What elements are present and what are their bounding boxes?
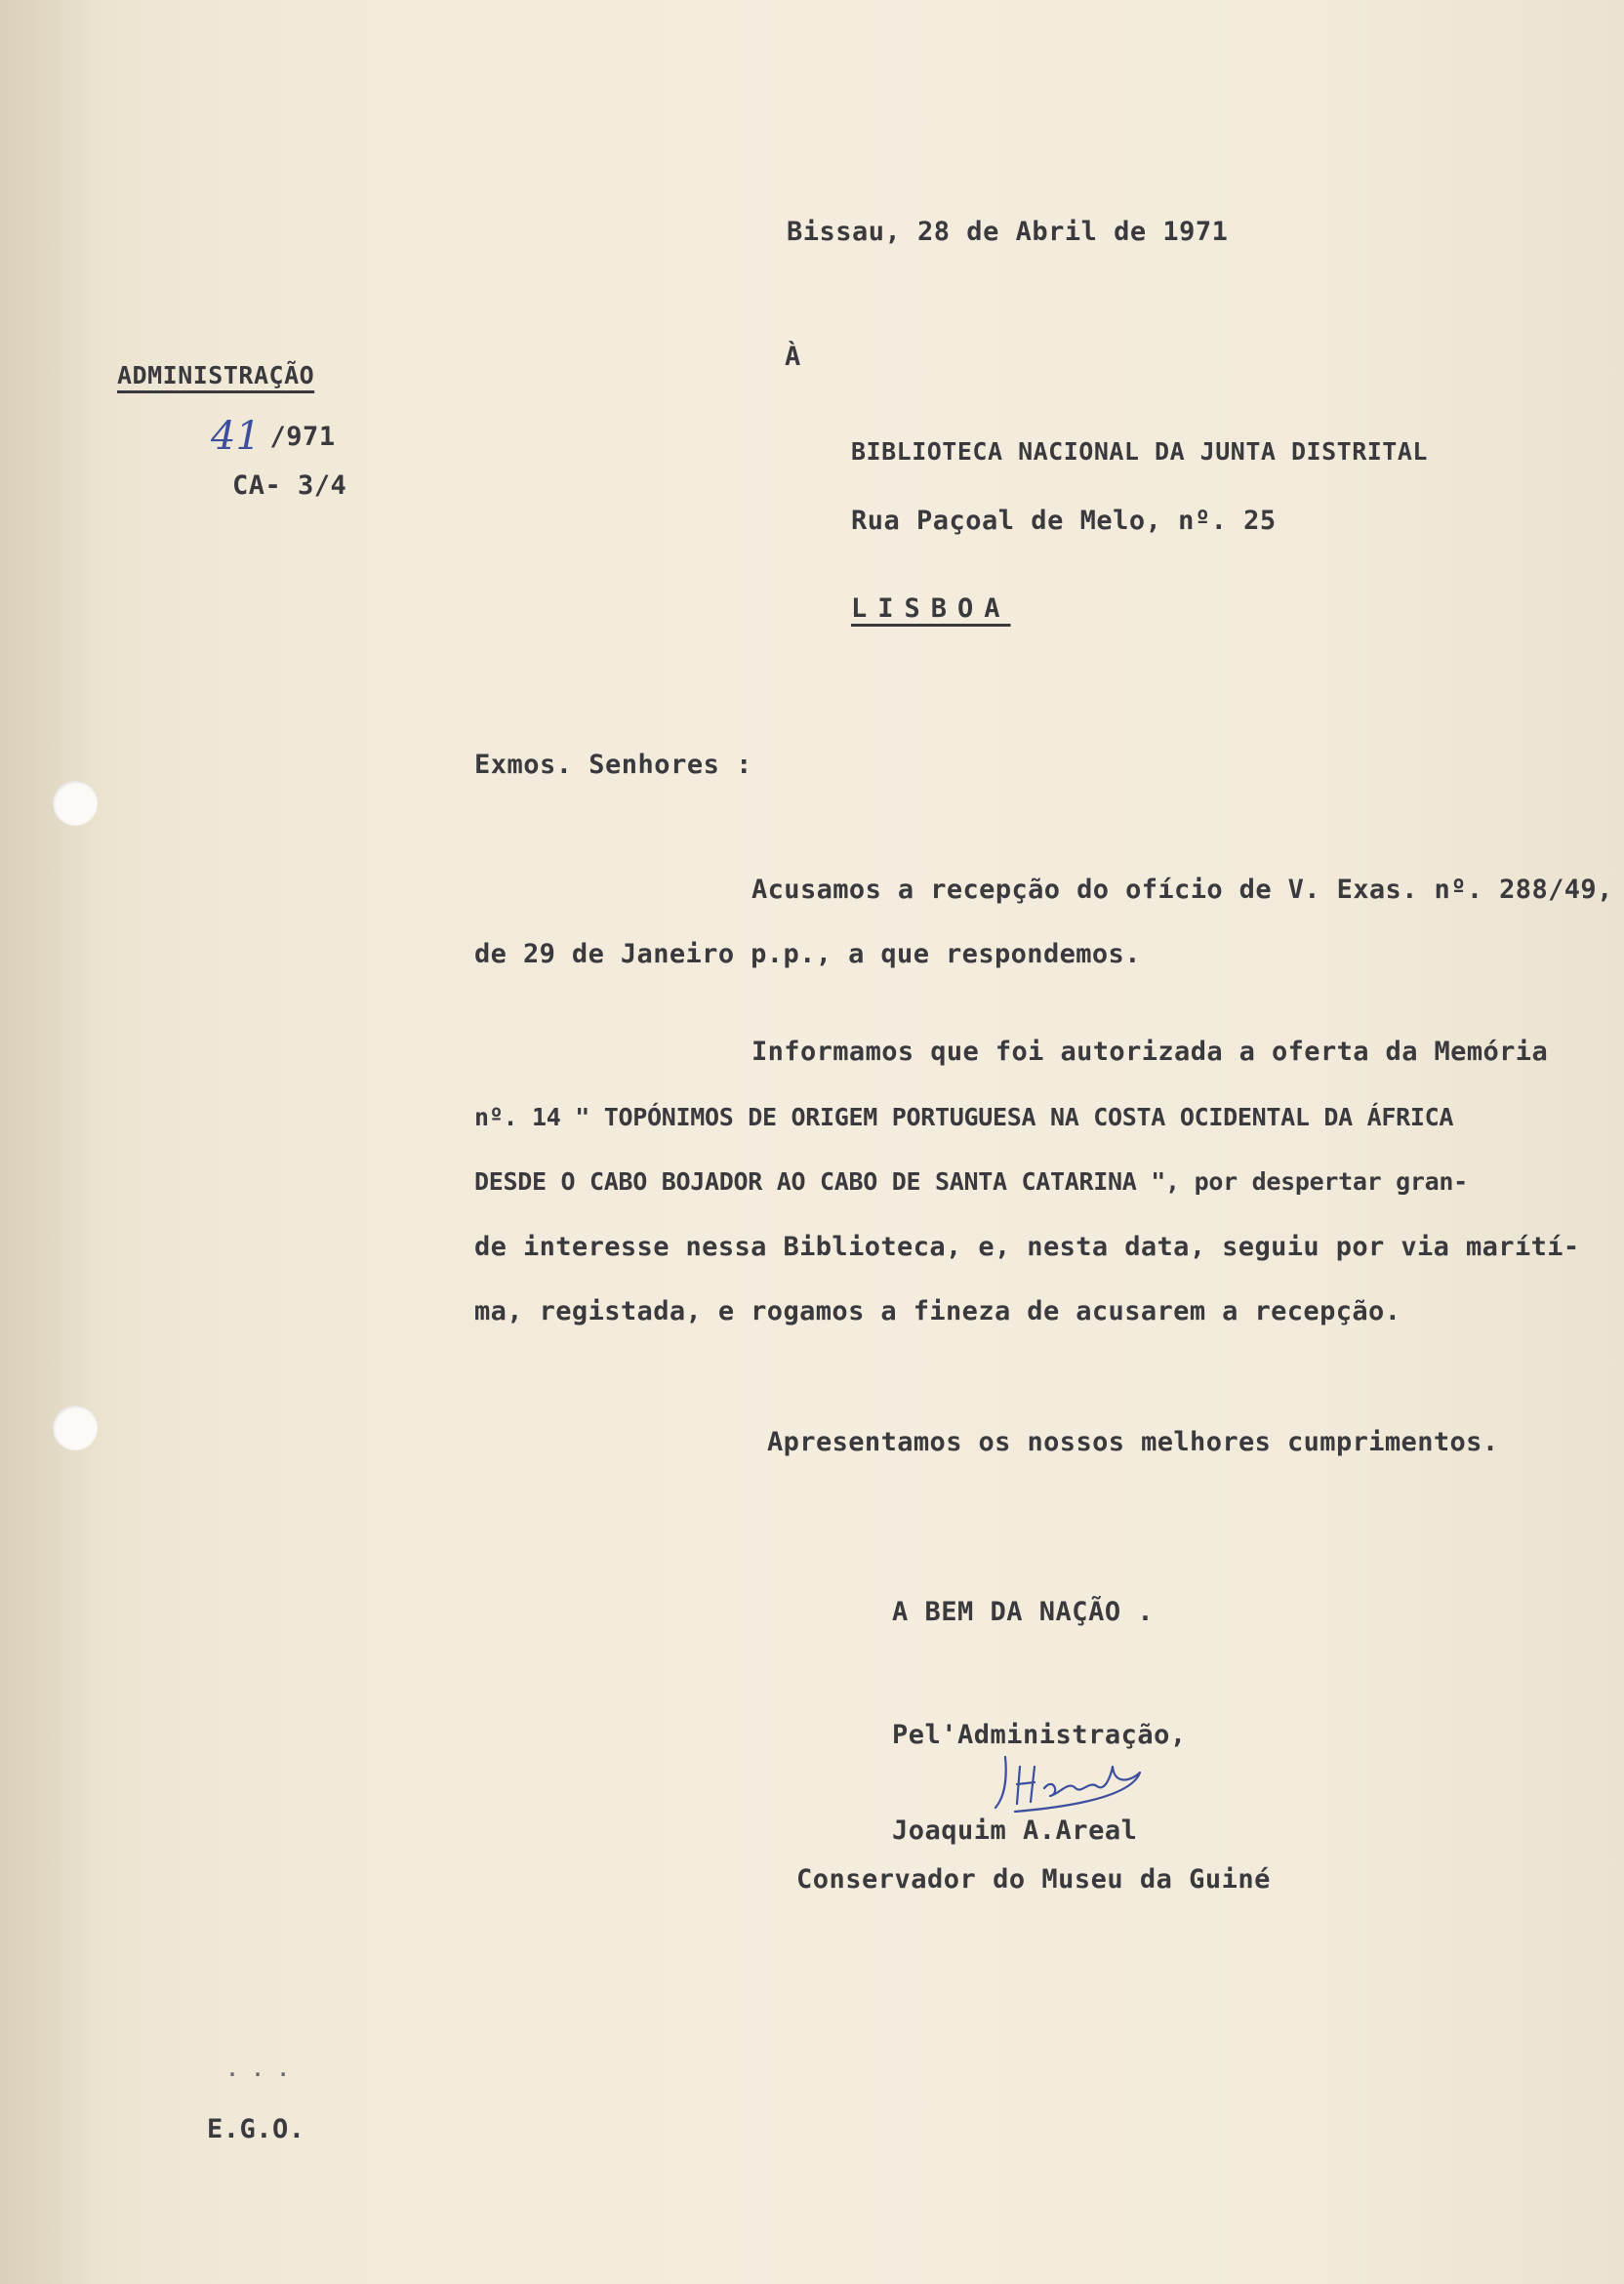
paragraph-1-line-1: Acusamos a recepção do ofício de V. Exas. nº. 288/49,: [751, 875, 1613, 905]
paragraph-3: Apresentamos os nossos melhores cumprimentos.: [767, 1427, 1499, 1457]
ref-handwritten-number: 41: [211, 414, 261, 459]
paragraph-1-line-2: de 29 de Janeiro p.p., a que respondemos.: [474, 939, 1141, 969]
ref-year: /971: [269, 422, 336, 452]
punch-hole-top: [53, 781, 98, 826]
closing-on-behalf: Pel'Administração,: [892, 1720, 1187, 1750]
paragraph-2-line-3: DESDE O CABO BOJADOR AO CABO DE SANTA CATARINA ", por despertar gran-: [474, 1167, 1468, 1196]
footer-dots: ...: [226, 2058, 304, 2081]
signer-title: Conservador do Museu da Guiné: [796, 1864, 1271, 1895]
recipient-name: BIBLIOTECA NACIONAL DA JUNTA DISTRITAL: [851, 437, 1428, 466]
ref-code: CA- 3/4: [232, 470, 347, 501]
paragraph-2-line-1: Informamos que foi autorizada a oferta da Memória: [751, 1037, 1549, 1067]
signer-name: Joaquim A.Areal: [892, 1815, 1138, 1846]
recipient-to: À: [785, 342, 801, 372]
handwritten-signature: [966, 1737, 1161, 1825]
footer-initials: E.G.O.: [207, 2114, 305, 2144]
paper-shadow: [0, 0, 107, 2284]
reference-number: [211, 410, 336, 459]
paragraph-2-line-5: ma, registada, e rogamos a fineza de acusarem a recepção.: [474, 1296, 1401, 1326]
salutation: Exmos. Senhores :: [474, 750, 752, 780]
department-heading: ADMINISTRAÇÃO: [117, 361, 315, 389]
recipient-city: LISBOA: [851, 593, 1011, 624]
punch-hole-bottom: [53, 1406, 98, 1450]
place-date: Bissau, 28 de Abril de 1971: [787, 217, 1229, 247]
recipient-street: Rua Paçoal de Melo, nº. 25: [851, 506, 1277, 536]
paragraph-2-line-2: nº. 14 " TOPÓNIMOS DE ORIGEM PORTUGUESA NA COSTA OCIDENTAL DA ÁFRICA: [474, 1103, 1454, 1131]
closing-motto: A BEM DA NAÇÃO .: [892, 1597, 1155, 1627]
paragraph-2-line-4: de interesse nessa Biblioteca, e, nesta data, seguiu por via marítí-: [474, 1232, 1580, 1262]
